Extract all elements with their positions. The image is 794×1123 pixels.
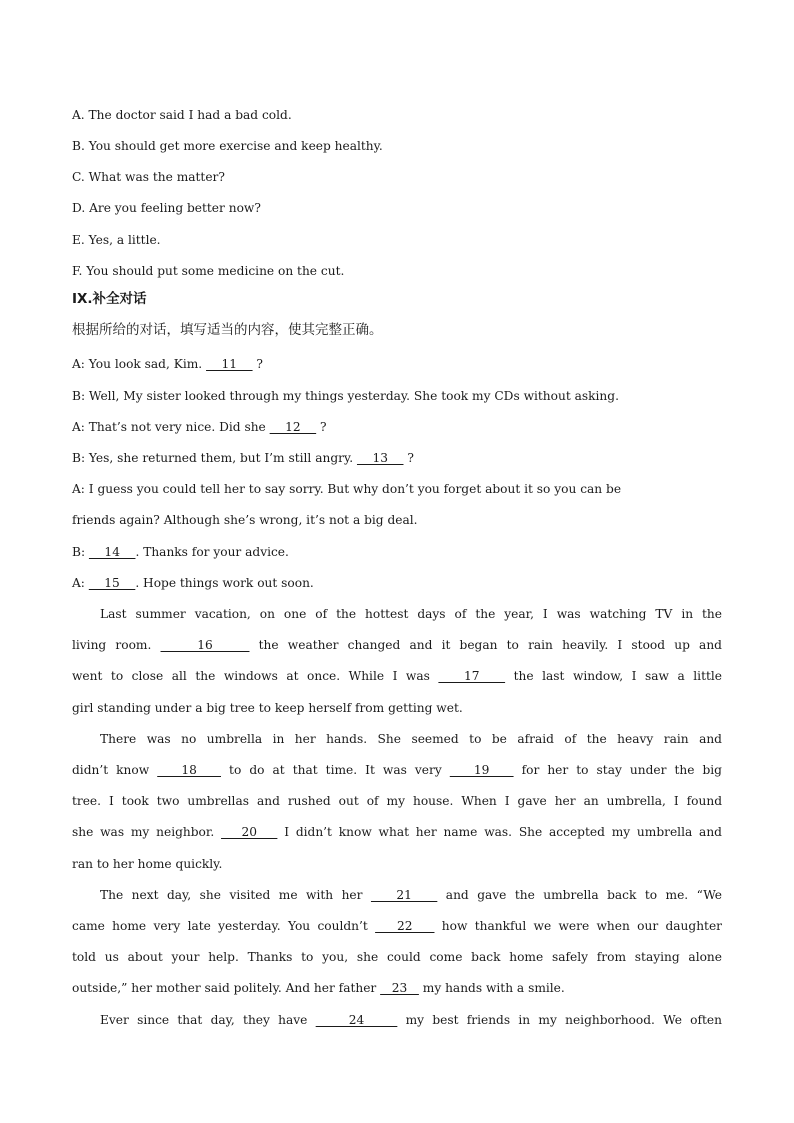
blank-20: 20 xyxy=(221,825,278,839)
text: and gave the umbrella back to me. “We xyxy=(437,888,722,902)
passage-p2-line-3: tree. I took two umbrellas and rushed out of my house. When I gave her an umbrella, I found xyxy=(72,794,722,808)
passage-p1-line-3 xyxy=(72,668,722,684)
blank-19: 19 xyxy=(449,763,514,777)
text: A: That’s not very nice. Did she xyxy=(72,420,270,434)
blank-11: 11 xyxy=(206,357,253,371)
blank-23: 23 xyxy=(380,981,419,995)
section-instruction: 根据所给的对话，填写适当的内容，使其完整正确。 xyxy=(72,322,383,338)
text: Ever since that day, they have xyxy=(100,1013,316,1027)
text: how thankful we were when our daughter xyxy=(434,919,722,933)
text: my hands with a smile. xyxy=(418,981,565,995)
passage-p1-line-2 xyxy=(72,637,722,653)
text: A: You look sad, Kim. xyxy=(72,357,207,371)
passage-p3-line-1 xyxy=(100,887,722,903)
section-heading: IX.补全对话 xyxy=(72,291,147,307)
dialogue-line-8 xyxy=(72,575,722,591)
text: I didn’t know what her name was. She accepted my umbrella and xyxy=(277,825,722,839)
blank-21: 21 xyxy=(370,888,438,902)
option-a: A. The doctor said I had a bad cold. xyxy=(72,108,292,122)
text: The next day, she visited me with her xyxy=(100,888,371,902)
blank-22: 22 xyxy=(375,919,435,933)
dialogue-line-2: B: Well, My sister looked through my things yesterday. She took my CDs without asking. xyxy=(72,389,619,403)
text: didn’t know xyxy=(72,763,158,777)
passage-p3-line-2 xyxy=(72,918,722,934)
passage-p3-line-4 xyxy=(72,980,722,996)
passage-p2-line-1: There was no umbrella in her hands. She seemed to be afraid of the heavy rain and xyxy=(100,732,722,746)
dialogue-line-7 xyxy=(72,544,722,560)
blank-16: 16 xyxy=(160,638,250,652)
passage-p1-line-1: Last summer vacation, on one of the hottest days of the year, I was watching TV in the xyxy=(100,607,722,621)
passage-p2-line-5: ran to her home quickly. xyxy=(72,857,223,871)
passage-p4-line-1 xyxy=(100,1012,722,1028)
passage-p3-line-3: told us about your help. Thanks to you, she could come back home safely from staying alone xyxy=(72,950,722,964)
option-e: E. Yes, a little. xyxy=(72,233,161,247)
passage-p1-line-4: girl standing under a big tree to keep herself from getting wet. xyxy=(72,701,463,715)
dialogue-line-1 xyxy=(72,356,722,372)
text: ? xyxy=(403,451,414,465)
text: ? xyxy=(252,357,263,371)
text: my best friends in my neighborhood. We often xyxy=(397,1013,722,1027)
text: . Hope things work out soon. xyxy=(135,576,314,590)
passage-p2-line-4 xyxy=(72,824,722,840)
text: went to close all the windows at once. While I was xyxy=(72,669,439,683)
text: for her to stay under the big xyxy=(513,763,722,777)
option-b: B. You should get more exercise and keep healthy. xyxy=(72,139,383,153)
text: ? xyxy=(316,420,327,434)
dialogue-line-3 xyxy=(72,419,722,435)
text: A: xyxy=(72,576,89,590)
blank-13: 13 xyxy=(356,451,404,465)
text: she was my neighbor. xyxy=(72,825,222,839)
text: came home very late yesterday. You couldn’t xyxy=(72,919,376,933)
passage-p2-line-2 xyxy=(72,762,722,778)
text: B: xyxy=(72,545,89,559)
dialogue-line-4 xyxy=(72,450,722,466)
blank-17: 17 xyxy=(438,669,506,683)
text: . Thanks for your advice. xyxy=(135,545,289,559)
blank-15: 15 xyxy=(88,576,136,590)
option-f: F. You should put some medicine on the cut. xyxy=(72,264,345,278)
option-d: D. Are you feeling better now? xyxy=(72,201,261,215)
text: to do at that time. It was very xyxy=(221,763,450,777)
blank-12: 12 xyxy=(269,420,317,434)
text: B: Yes, she returned them, but I’m still angry. xyxy=(72,451,357,465)
blank-14: 14 xyxy=(88,545,136,559)
blank-18: 18 xyxy=(157,763,221,777)
option-c: C. What was the matter? xyxy=(72,170,225,184)
dialogue-line-6: friends again? Although she’s wrong, it’s not a big deal. xyxy=(72,513,418,527)
blank-24: 24 xyxy=(315,1013,398,1027)
text: the last window, I saw a little xyxy=(505,669,722,683)
text: outside,” her mother said politely. And her father xyxy=(72,981,381,995)
text: the weather changed and it began to rain heavily. I stood up and xyxy=(249,638,722,652)
text: living room. xyxy=(72,638,161,652)
dialogue-line-5: A: I guess you could tell her to say sorry. But why don’t you forget about it so you can be xyxy=(72,482,622,496)
